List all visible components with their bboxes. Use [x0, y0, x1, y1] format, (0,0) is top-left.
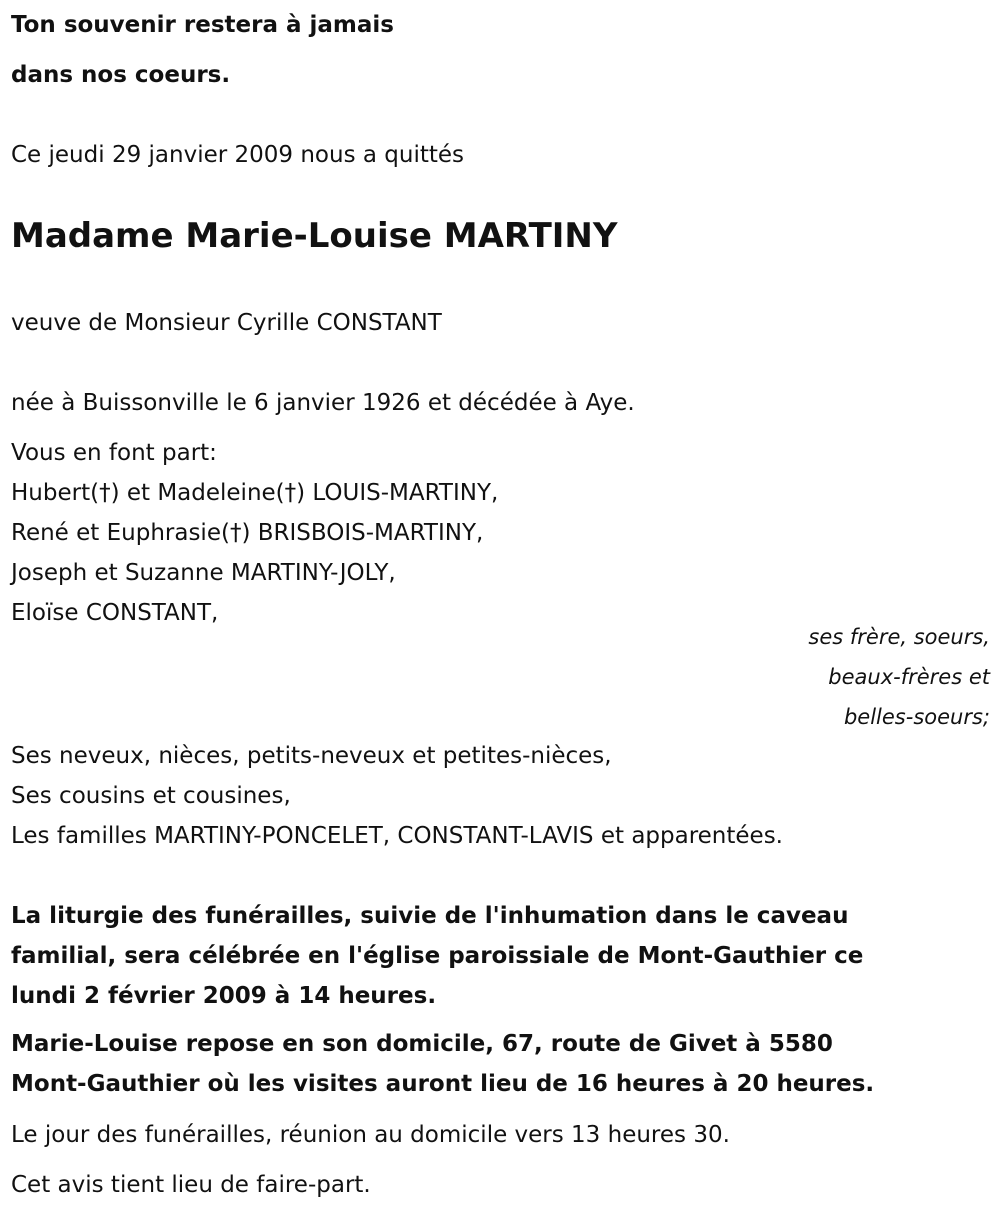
birth-death-line: née à Buissonville le 6 janvier 1926 et décédée à Aye. [11, 390, 635, 416]
funeral-line: familial, sera célébrée en l'église paroissiale de Mont-Gauthier ce [11, 943, 864, 969]
intro-text: Ce jeudi 29 janvier 2009 nous a quittés [11, 142, 465, 168]
header-line-1: Ton souvenir restera à jamais [11, 12, 394, 38]
relation-line: ses frère, soeurs, [808, 625, 990, 649]
spouse-line: veuve de Monsieur Cyrille CONSTANT [11, 310, 442, 336]
announcer-line: René et Euphrasie(†) BRISBOIS-MARTINY, [11, 520, 484, 546]
deceased-name: Madame Marie-Louise MARTINY [11, 216, 618, 256]
announcer-line: Joseph et Suzanne MARTINY-JOLY, [11, 560, 396, 586]
announcer-line: Hubert(†) et Madeleine(†) LOUIS-MARTINY, [11, 480, 499, 506]
meeting-line: Le jour des funérailles, réunion au domicile vers 13 heures 30. [11, 1122, 730, 1148]
header-line-2: dans nos coeurs. [11, 62, 231, 88]
visit-line: Mont-Gauthier où les visites auront lieu de 16 heures à 20 heures. [11, 1071, 875, 1097]
relation-line: beaux-frères et [828, 665, 990, 689]
announcers-heading: Vous en font part: [11, 440, 217, 466]
family-line: Ses cousins et cousines, [11, 783, 291, 809]
visit-line: Marie-Louise repose en son domicile, 67, route de Givet à 5580 [11, 1031, 833, 1057]
announcer-line: Eloïse CONSTANT, [11, 600, 219, 626]
funeral-line: lundi 2 février 2009 à 14 heures. [11, 983, 437, 1009]
funeral-line: La liturgie des funérailles, suivie de l'inhumation dans le caveau [11, 903, 849, 929]
relation-line: belles-soeurs; [843, 705, 990, 729]
closing-line: Cet avis tient lieu de faire-part. [11, 1172, 371, 1198]
family-line: Ses neveux, nièces, petits-neveux et petites-nièces, [11, 743, 612, 769]
family-line: Les familles MARTINY-PONCELET, CONSTANT-LAVIS et apparentées. [11, 823, 783, 849]
